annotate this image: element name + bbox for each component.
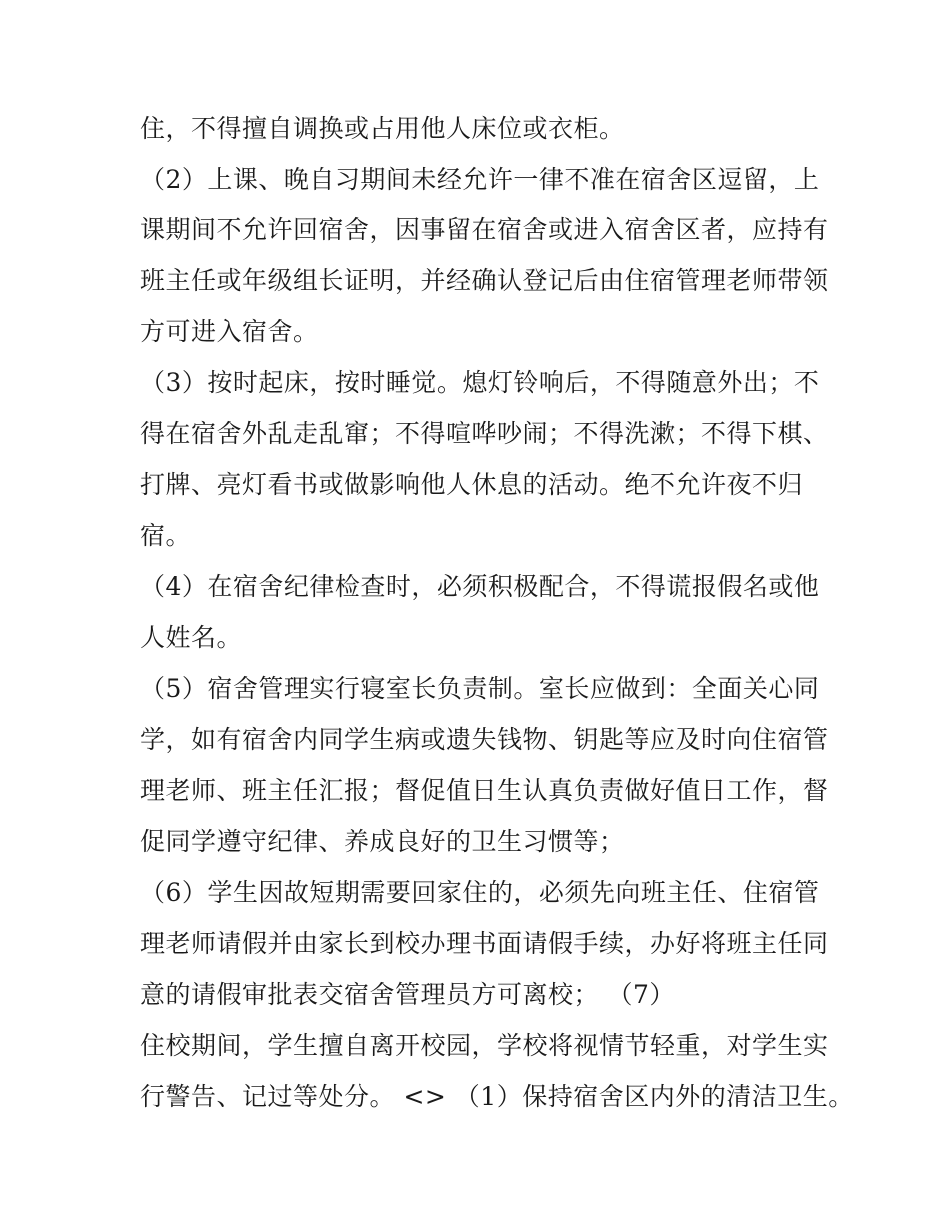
text-line: （2）上课、晚自习期间未经允许一律不准在宿舍区逗留，上 bbox=[140, 165, 820, 194]
text-line: 住，不得擅自调换或占用他人床位或衣柜。 bbox=[140, 114, 625, 143]
text-line: 打牌、亮灯看书或做影响他人休息的活动。绝不允许夜不归 bbox=[140, 470, 804, 499]
text-line: 课期间不允许回宿舍，因事留在宿舍或进入宿舍区者，应持有 bbox=[140, 215, 829, 244]
text-line: （6）学生因故短期需要回家住的，必须先向班主任、住宿管 bbox=[140, 878, 820, 907]
text-line: 理老师、班主任汇报；督促值日生认真负责做好值日工作，督 bbox=[140, 776, 829, 805]
text-line: 得在宿舍外乱走乱窜；不得喧哗吵闹；不得洗漱；不得下棋、 bbox=[140, 419, 829, 448]
text-line: 促同学遵守纪律、养成良好的卫生习惯等； bbox=[140, 827, 625, 856]
text-line: 人姓名。 bbox=[140, 623, 243, 652]
text-line: （5）宿舍管理实行寝室长负责制。室长应做到：全面关心同 bbox=[140, 674, 820, 703]
text-line: 意的请假审批表交宿舍管理员方可离校； （7） bbox=[140, 980, 675, 1009]
text-line: 方可进入宿舍。 bbox=[140, 317, 319, 346]
text-line: 宿。 bbox=[140, 521, 192, 550]
text-line: 理老师请假并由家长到校办理书面请假手续，办好将班主任同 bbox=[140, 929, 829, 958]
text-line: 班主任或年级组长证明，并经确认登记后由住宿管理老师带领 bbox=[140, 266, 829, 295]
text-line: （4）在宿舍纪律检查时，必须积极配合，不得谎报假名或他 bbox=[140, 572, 820, 601]
text-line: （3）按时起床，按时睡觉。熄灯铃响后，不得随意外出；不 bbox=[140, 368, 820, 397]
text-line: 行警告、记过等处分。 <> （1）保持宿舍区内外的清洁卫生。 bbox=[140, 1082, 854, 1111]
text-line: 学，如有宿舍内同学生病或遗失钱物、钥匙等应及时向住宿管 bbox=[140, 725, 829, 754]
text-line: 住校期间，学生擅自离开校园，学校将视情节轻重，对学生实 bbox=[140, 1031, 829, 1060]
